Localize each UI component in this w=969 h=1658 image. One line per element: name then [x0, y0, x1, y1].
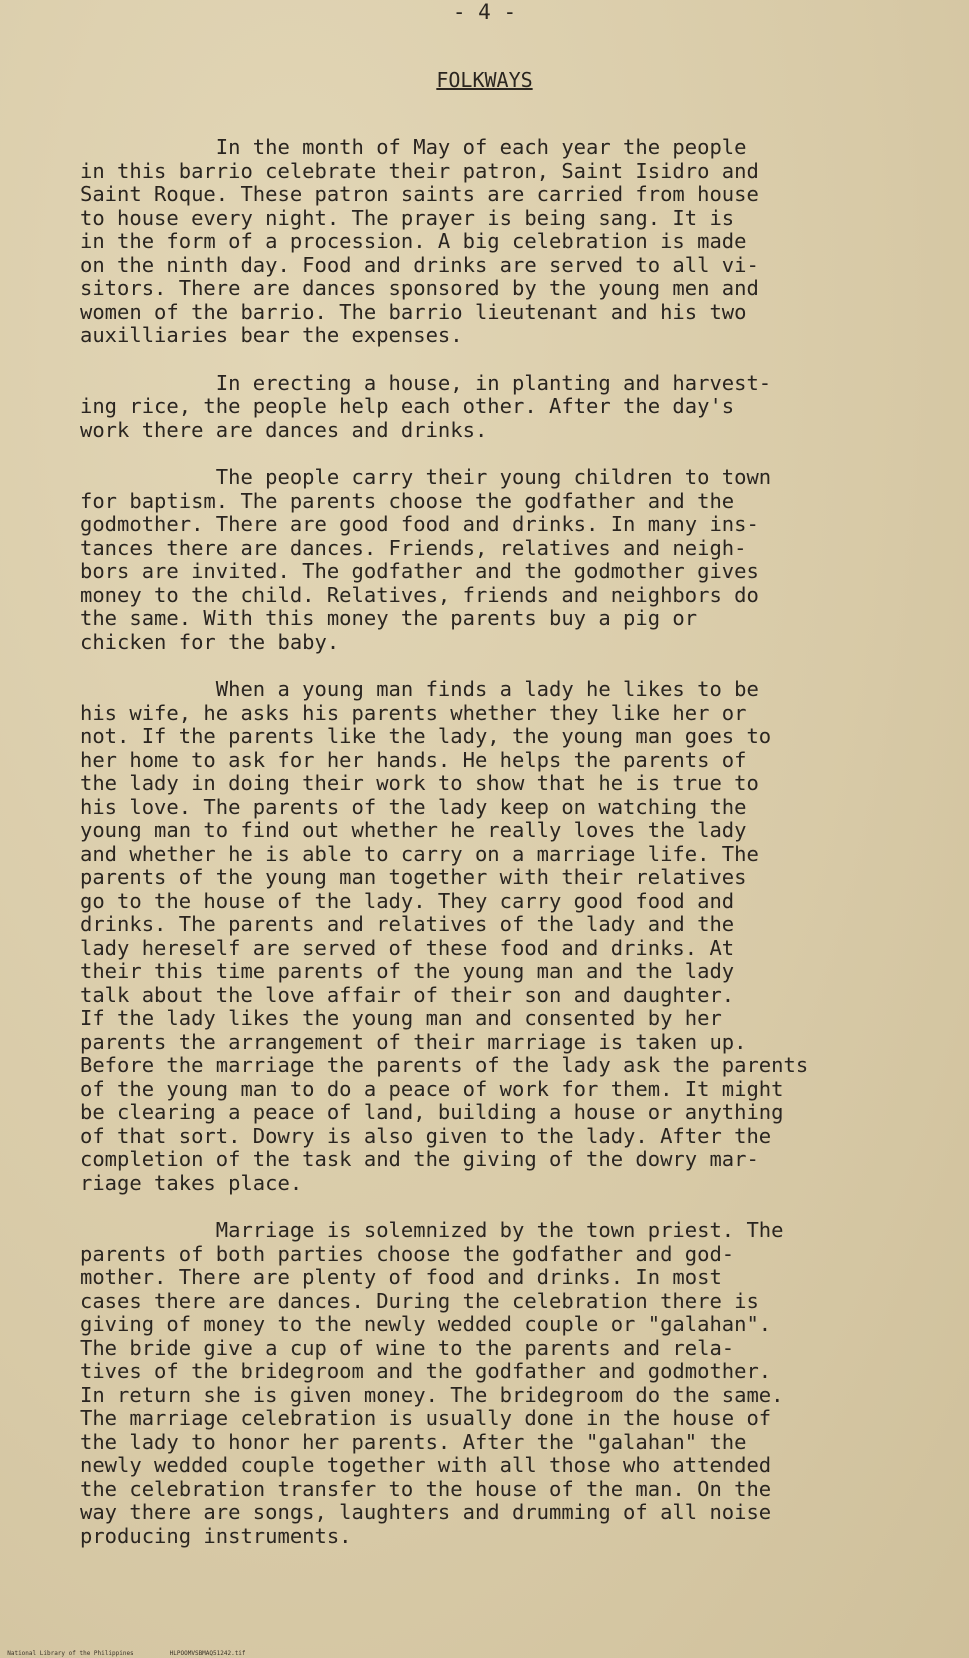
text-line: mother. There are plenty of food and drinks. In most: [80, 1265, 722, 1289]
text-line: young man to find out whether he really loves the lady: [80, 818, 747, 842]
text-line: work there are dances and drinks.: [80, 417, 488, 442]
library-credit: National Library of the Philippines: [7, 1650, 134, 1657]
text-line: the celebration transfer to the house of the man. On the: [80, 1476, 772, 1501]
paragraph: [80, 372, 960, 443]
text-line: way there are songs, laughters and drumming of all noise: [80, 1500, 772, 1524]
text-line: for baptism. The parents choose the godfather and the: [80, 488, 735, 513]
text-line: auxilliaries bear the expenses.: [80, 323, 463, 347]
text-line: their this time parents of the young man and the lady: [80, 959, 735, 983]
paragraph: [80, 466, 960, 654]
text-line: In erecting a house, in planting and harvest-: [80, 370, 772, 395]
text-line: Marriage is solemnized by the town priest. The: [80, 1218, 784, 1242]
text-line: In the month of May of each year the people: [80, 135, 747, 159]
text-line: producing instruments.: [80, 1523, 352, 1548]
text-line: giving of money to the newly wedded couple or "galahan".: [80, 1312, 772, 1336]
text-line: cases there are dances. During the celebration there is: [80, 1288, 759, 1313]
text-line: women of the barrio. The barrio lieutenant and his two: [80, 299, 747, 324]
scan-footer: [0, 1643, 969, 1657]
text-line: not. If the parents like the lady, the young man goes to: [80, 724, 772, 748]
text-line: tives of the bridegroom and the godfather and godmother.: [80, 1359, 772, 1383]
text-line: parents of the young man together with their relatives: [80, 865, 747, 889]
text-line: his wife, he asks his parents whether they like her or: [80, 700, 747, 725]
document-body: [80, 136, 960, 1572]
text-line: In return she is given money. The bridegroom do the same.: [80, 1382, 784, 1407]
text-line: on the ninth day. Food and drinks are served to all vi-: [80, 252, 759, 277]
page-title: FOLKWAYS: [436, 68, 533, 92]
text-line: the lady to honor her parents. After the "galahan" the: [80, 1429, 747, 1454]
text-line: the lady in doing their work to show that he is true to: [80, 771, 759, 795]
page-number: - 4 -: [452, 0, 517, 24]
text-line: Saint Roque. These patron saints are carried from house: [80, 182, 759, 206]
text-line: The marriage celebration is usually done in the house of: [80, 1406, 772, 1430]
file-id: HLPOOMVSBMAQ51242.tif: [169, 1650, 246, 1657]
text-line: ing rice, the people help each other. After the day's: [80, 394, 735, 418]
text-line: of the young man to do a peace of work for them. It might: [80, 1076, 784, 1101]
text-line: bors are invited. The godfather and the godmother gives: [80, 559, 759, 583]
text-line: The people carry their young children to town: [80, 465, 772, 489]
text-line: money to the child. Relatives, friends and neighbors do: [80, 582, 759, 607]
text-line: her home to ask for her hands. He helps the parents of: [80, 747, 747, 772]
text-line: If the lady likes the young man and consented by her: [80, 1006, 722, 1030]
text-line: chicken for the baby.: [80, 629, 340, 654]
text-line: the same. With this money the parents buy a pig or: [80, 606, 698, 630]
text-line: parents the arrangement of their marriage is taken up.: [80, 1029, 747, 1054]
text-line: Before the marriage the parents of the lady ask the parents: [80, 1053, 809, 1077]
paragraph: [80, 1219, 960, 1548]
text-line: lady hereself are served of these food and drinks. At: [80, 935, 735, 960]
text-line: When a young man finds a lady he likes to be: [80, 677, 759, 701]
text-line: sitors. There are dances sponsored by the young men and: [80, 276, 759, 300]
text-line: parents of both parties choose the godfather and god-: [80, 1241, 735, 1266]
text-line: to house every night. The prayer is being sang. It is: [80, 205, 735, 230]
paragraph: [80, 136, 960, 348]
text-line: and whether he is able to carry on a marriage life. The: [80, 841, 759, 866]
text-line: completion of the task and the giving of the dowry mar-: [80, 1147, 759, 1171]
text-line: godmother. There are good food and drinks. In many ins-: [80, 512, 759, 536]
text-line: go to the house of the lady. They carry good food and: [80, 888, 735, 913]
paragraph: [80, 678, 960, 1195]
text-line: tances there are dances. Friends, relatives and neigh-: [80, 535, 747, 560]
text-line: his love. The parents of the lady keep on watching the: [80, 794, 747, 819]
text-line: The bride give a cup of wine to the parents and rela-: [80, 1335, 735, 1360]
text-line: in the form of a procession. A big celebration is made: [80, 229, 747, 253]
text-line: of that sort. Dowry is also given to the lady. After the: [80, 1123, 772, 1148]
text-line: drinks. The parents and relatives of the lady and the: [80, 912, 735, 936]
text-line: riage takes place.: [80, 1170, 303, 1195]
text-line: be clearing a peace of land, building a house or anything: [80, 1100, 784, 1124]
text-line: newly wedded couple together with all those who attended: [80, 1453, 772, 1477]
text-line: talk about the love affair of their son and daughter.: [80, 982, 735, 1007]
text-line: in this barrio celebrate their patron, Saint Isidro and: [80, 158, 759, 183]
